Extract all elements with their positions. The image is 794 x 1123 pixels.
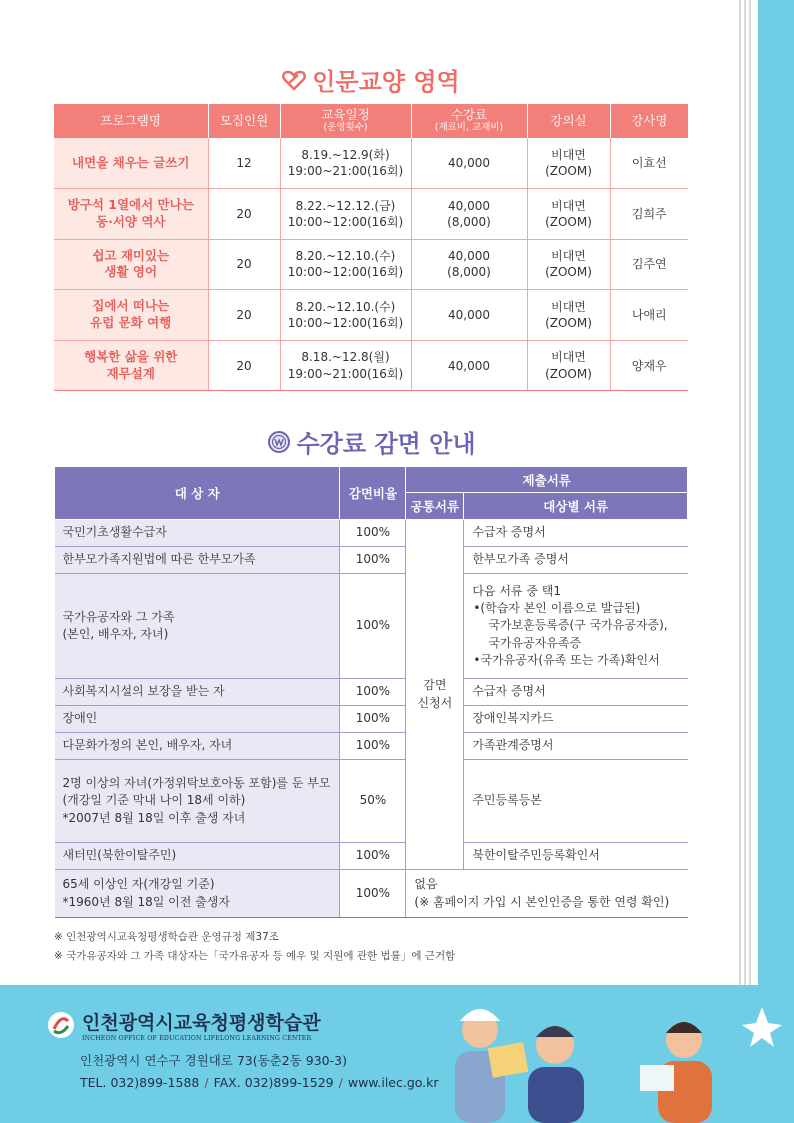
instructor: 이효선 xyxy=(610,138,688,189)
right-decorative-band xyxy=(758,0,794,985)
fee: 40,000 xyxy=(411,340,527,391)
target: 2명 이상의 자녀(가정위탁보호아동 포함)를 둔 부모 (개강일 기준 막내 나이 18세 이하) *2007년 8월 18일 이후 출생 자녀 xyxy=(55,760,340,843)
table-row xyxy=(55,520,688,547)
coin-icon xyxy=(267,430,291,460)
column-header: 강의실 xyxy=(527,104,610,138)
column-header: 강사명 xyxy=(610,104,688,138)
schedule: 8.22.~12.12.(금) 10:00~12:00(16회) xyxy=(280,189,411,240)
program-name: 쉽고 재미있는 생활 영어 xyxy=(54,239,208,290)
fee: 40,000 (8,000) xyxy=(411,189,527,240)
phone: TEL. 032)899-1588 xyxy=(80,1075,200,1090)
table-row xyxy=(55,760,688,843)
contact-line: TEL. 032)899-1588 / FAX. 032)899-1529 / www.ilec.go.kr xyxy=(80,1075,439,1090)
schedule: 8.20.~12.10.(수) 10:00~12:00(16회) xyxy=(280,239,411,290)
specific-document: 수급자 증명서 xyxy=(464,679,688,706)
table-row xyxy=(55,706,688,733)
table-header-row xyxy=(55,467,688,493)
reduction-rate: 100% xyxy=(340,733,406,760)
table-row xyxy=(55,679,688,706)
target: 국민기초생활수급자 xyxy=(55,520,340,547)
target: 국가유공자와 그 가족 (본인, 배우자, 자녀) xyxy=(55,574,340,679)
footnote: ※ 인천광역시교육청평생학습관 운영규정 제37조 xyxy=(54,931,279,943)
org-name: 인천광역시교육청평생학습관 xyxy=(82,1012,321,1034)
specific-document: 수급자 증명서 xyxy=(464,520,688,547)
header-common-documents: 공통서류 xyxy=(406,493,464,520)
table-row xyxy=(54,189,688,240)
schedule: 8.20.~12.10.(수) 10:00~12:00(16회) xyxy=(280,290,411,341)
specific-document: 장애인복지카드 xyxy=(464,706,688,733)
table-row xyxy=(55,733,688,760)
table-header-row xyxy=(54,104,688,138)
page-edge-line xyxy=(744,0,746,985)
target: 장애인 xyxy=(55,706,340,733)
classroom: 비대면 (ZOOM) xyxy=(527,239,610,290)
table-row xyxy=(54,340,688,391)
reduction-rate: 100% xyxy=(340,574,406,679)
target: 새터민(북한이탈주민) xyxy=(55,843,340,870)
table-row xyxy=(55,547,688,574)
reduction-rate: 100% xyxy=(340,679,406,706)
table-row xyxy=(54,239,688,290)
page-edge-line xyxy=(739,0,741,985)
org-name-en: INCHEON OFFICE OF EDUCATION LIFELONG LEARNING CENTER xyxy=(82,1035,312,1042)
program-name: 집에서 떠나는 유럽 문화 여행 xyxy=(54,290,208,341)
classroom: 비대면 (ZOOM) xyxy=(527,290,610,341)
target: 사회복지시설의 보장을 받는 자 xyxy=(55,679,340,706)
table-row xyxy=(54,138,688,189)
program-name: 내면을 채우는 글쓰기 xyxy=(54,138,208,189)
common-document: 감면 신청서 xyxy=(406,520,464,870)
fee-reduction-title: 수강료 감면 안내 xyxy=(0,424,742,460)
specific-document: 북한이탈주민등록확인서 xyxy=(464,843,688,870)
website-link[interactable]: www.ilec.go.kr xyxy=(347,1075,439,1090)
column-header: 프로그램명 xyxy=(54,104,208,138)
address: 인천광역시 연수구 경원대로 73(동춘2동 930-3) xyxy=(80,1053,347,1068)
table-row xyxy=(55,574,688,679)
reduction-rate: 100% xyxy=(340,870,406,918)
capacity: 20 xyxy=(208,340,280,391)
logo-icon xyxy=(46,1010,76,1040)
column-header: 수강료 (재료비, 교재비) xyxy=(411,104,527,138)
reduction-rate: 50% xyxy=(340,760,406,843)
target: 65세 이상인 자(개강일 기준) *1960년 8월 18일 이전 출생자 xyxy=(55,870,340,918)
target: 다문화가정의 본인, 배우자, 자녀 xyxy=(55,733,340,760)
classroom: 비대면 (ZOOM) xyxy=(527,189,610,240)
fee: 40,000 xyxy=(411,138,527,189)
table-row xyxy=(55,870,688,918)
schedule: 8.18.~12.8(월) 19:00~21:00(16회) xyxy=(280,340,411,391)
instructor: 김주연 xyxy=(610,239,688,290)
reduction-rate: 100% xyxy=(340,547,406,574)
header-rate: 감면비율 xyxy=(340,467,406,520)
instructor: 양재우 xyxy=(610,340,688,391)
fee: 40,000 xyxy=(411,290,527,341)
footnote: ※ 국가유공자와 그 가족 대상자는「국가유공자 등 예우 및 지원에 관한 법률」에 근거함 xyxy=(54,950,456,963)
header-documents: 제출서류 xyxy=(406,467,688,493)
reduction-rate: 100% xyxy=(340,520,406,547)
program-name: 방구석 1열에서 만나는 동·서양 역사 xyxy=(54,189,208,240)
specific-document: 주민등록등본 xyxy=(464,760,688,843)
capacity: 20 xyxy=(208,189,280,240)
column-header: 모집인원 xyxy=(208,104,280,138)
capacity: 12 xyxy=(208,138,280,189)
fax: FAX. 032)899-1529 xyxy=(213,1075,334,1090)
liberal-arts-title: 인문교양 영역 xyxy=(0,62,742,97)
specific-document: 가족관계증명서 xyxy=(464,733,688,760)
page-edge-line xyxy=(749,0,751,985)
specific-document: 다음 서류 중 택1 •(학습자 본인 이름으로 발급된) 국가보훈등록증(구 국가유공자증), 국가유공자유족증 •국가유공자(유족 또는 가족)확인서 xyxy=(464,574,688,679)
fee-reduction-table xyxy=(54,466,688,918)
schedule: 8.19.~12.9(화) 19:00~21:00(16회) xyxy=(280,138,411,189)
org-logo-block xyxy=(46,1008,321,1042)
fee: 40,000 (8,000) xyxy=(411,239,527,290)
reduction-rate: 100% xyxy=(340,843,406,870)
header-specific-documents: 대상별 서류 xyxy=(464,493,688,520)
classroom: 비대면 (ZOOM) xyxy=(527,340,610,391)
table-row xyxy=(55,843,688,870)
specific-document: 없음 (※ 홈페이지 가입 시 본인인증을 통한 연령 확인) xyxy=(406,870,688,918)
table-row xyxy=(54,290,688,341)
capacity: 20 xyxy=(208,239,280,290)
column-header: 교육일정 (운영횟수) xyxy=(280,104,411,138)
reduction-rate: 100% xyxy=(340,706,406,733)
liberal-arts-table xyxy=(54,104,688,391)
classroom: 비대면 (ZOOM) xyxy=(527,138,610,189)
header-target: 대 상 자 xyxy=(55,467,340,520)
footnotes xyxy=(54,928,455,967)
specific-document: 한부모가족 증명서 xyxy=(464,547,688,574)
target: 한부모가족지원법에 따른 한부모가족 xyxy=(55,547,340,574)
capacity: 20 xyxy=(208,290,280,341)
heart-icon xyxy=(282,69,306,97)
instructor: 나애리 xyxy=(610,290,688,341)
program-name: 행복한 삶을 위한 재무설계 xyxy=(54,340,208,391)
instructor: 김희주 xyxy=(610,189,688,240)
